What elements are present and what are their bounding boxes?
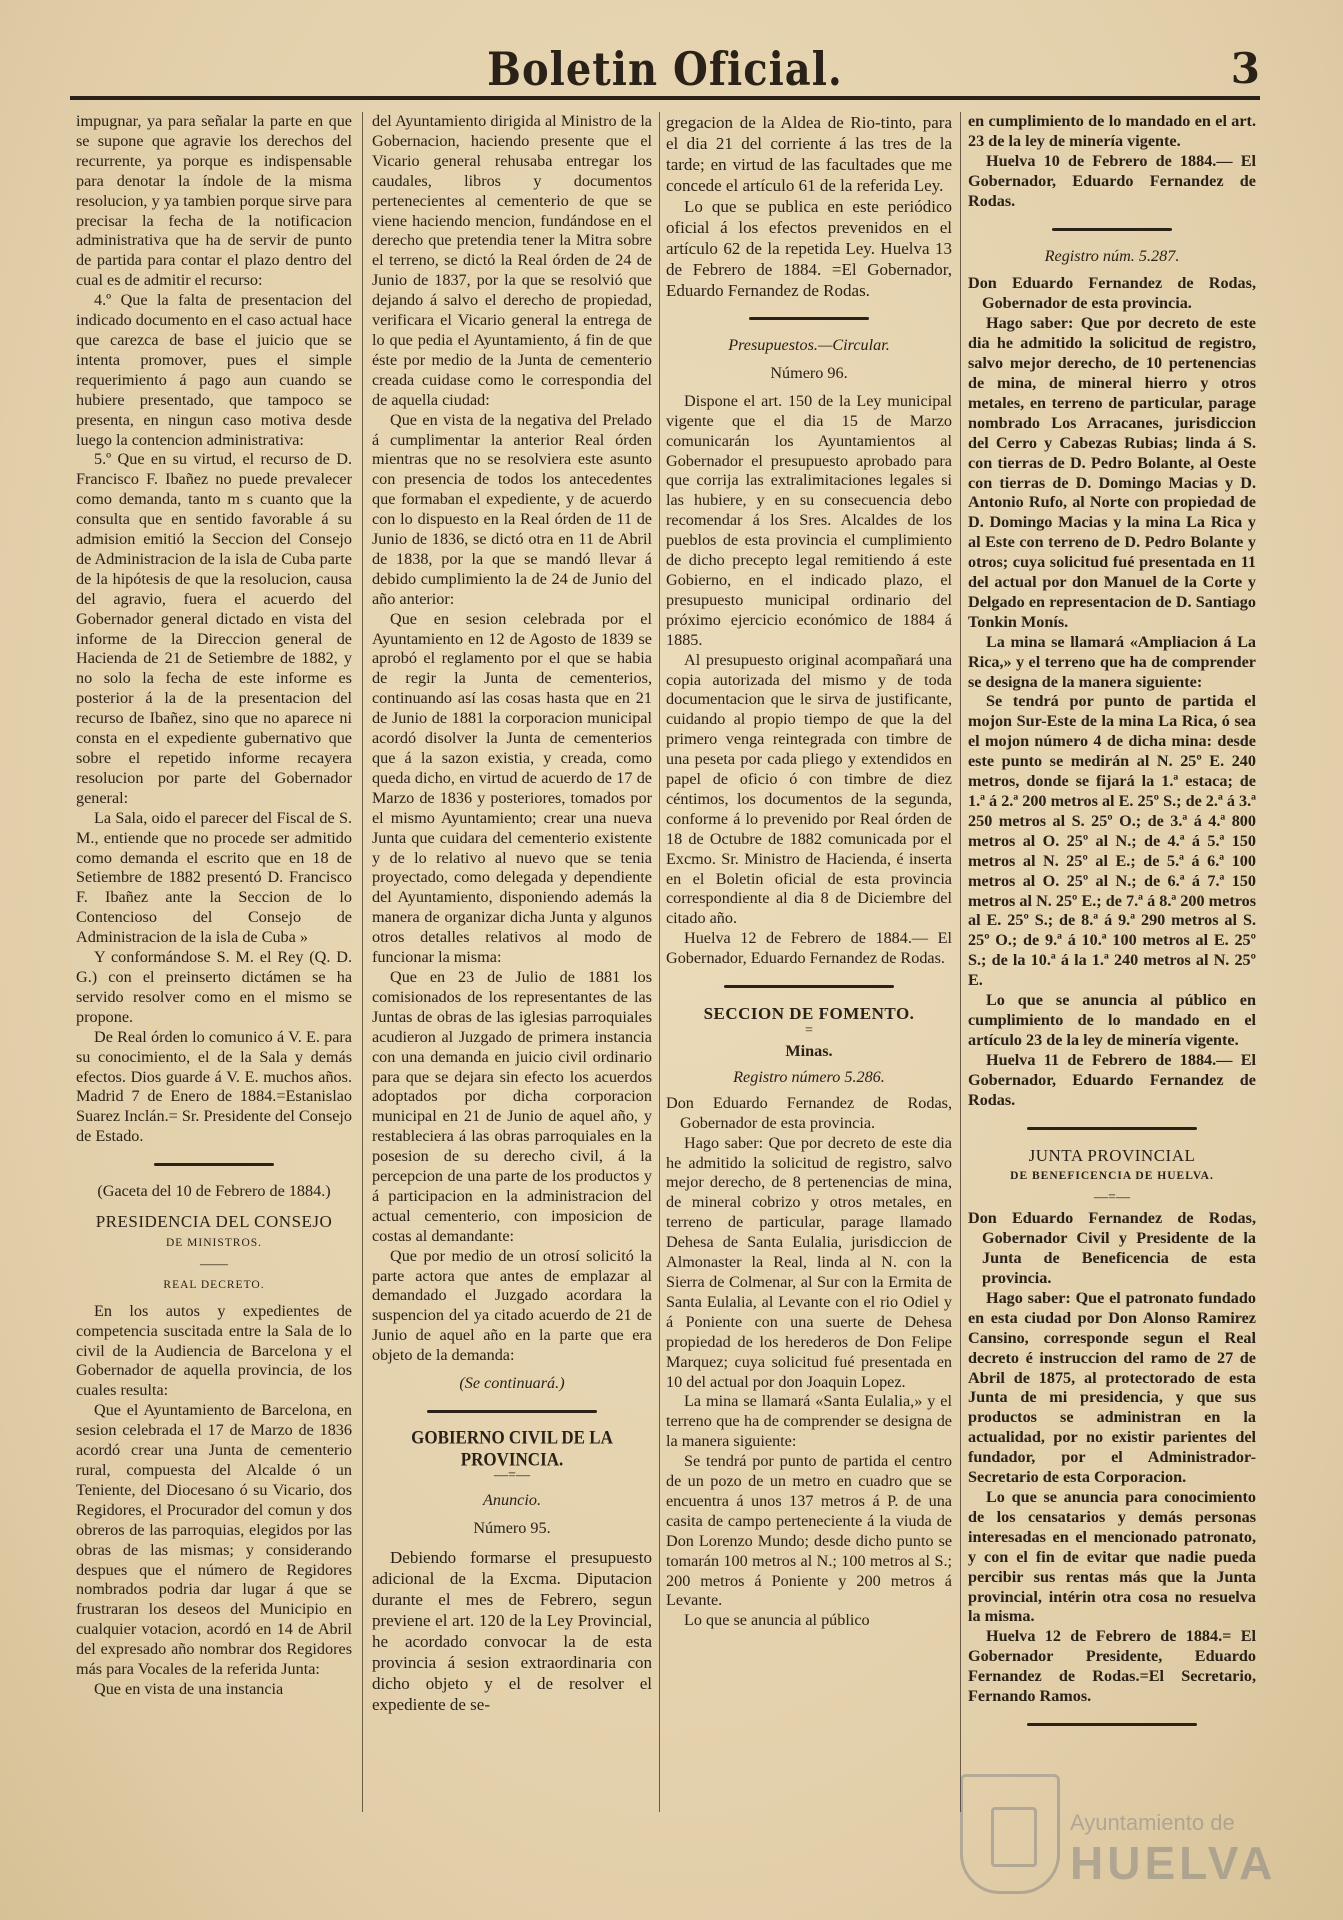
section-rule <box>1027 1127 1197 1130</box>
notice-number: Número 95. <box>473 1518 551 1537</box>
archive-watermark <box>960 1770 1277 1900</box>
paragraph: del Ayuntamiento dirigida al Ministro de la Gobernacion, haciendo presente que el Vicario general rehusaba entregar los caudales, libros y documentos pertenecientes al cementerio de que se viene haciendo mencion, fundándose en el derecho que pretendia tener la Mitra sobre el terreno, se dictó la Real órden de 24 de Junio de 1837, por la que se resolvió que dejando á salvo el derecho de propiedad, verificara el Vicario general la entrega de lo que pedia el Ayuntamiento, á fin de que éste por medio de la Junta de cementerio creada cuidase como le correspondia del de aquella ciudad: <box>372 112 652 409</box>
paragraph: Huelva 10 de Febrero de 1884.— El Gobernador, Eduardo Fernandez de Rodas. <box>968 151 1256 210</box>
junta-header: Don Eduardo Fernandez de Rodas, Gobernador Civil y Presidente de la Junta de Beneficencia de esta provincia. <box>968 1209 1256 1288</box>
page-number: 3 <box>1230 44 1260 93</box>
column-divider <box>659 112 660 1812</box>
paragraph: Y conformándose S. M. el Rey (Q. D. G.) con el preinserto dictámen se ha servido resolver como en el mismo se propone. <box>76 948 352 1026</box>
continuation-note: (Se continuará.) <box>459 1374 565 1393</box>
paragraph: Lo que se anuncia al público en cumplimiento de lo mandado en el artículo 23 de la ley de minería vigente. <box>968 991 1256 1049</box>
section-title: JUNTA PROVINCIAL <box>1028 1145 1196 1165</box>
paragraph: Huelva 12 de Febrero de 1884.— El Gobernador, Eduardo Fernandez de Rodas. <box>666 929 952 968</box>
watermark-line-1: Ayuntamiento de <box>1070 1810 1235 1835</box>
section-rule <box>1027 1723 1197 1726</box>
paragraph: La Sala, oido el parecer del Fiscal de S. M., entiende que no procede ser admitido como demanda el escrito que en 18 de Setiembre de 1882 presentó D. Francisco F. Ibañez ante la Seccion de lo Contencioso del Consejo de Administracion de la isla de Cuba » <box>76 808 352 947</box>
paragraph: impugnar, ya para señalar la parte en que se supone que agravie los derechos del recurrente, ya porque es indispensable para denotar la índole de la misma resolucion, y ya tambien porque sirve para precisar la fecha de la notificacion administrativa que ha de servir de punto de partida para contar el plazo dentro del cual es de admitir el recurso: <box>76 112 352 290</box>
registry-number: Registro núm. 5.287. <box>1044 246 1180 265</box>
section-rule <box>724 985 894 988</box>
paragraph: gregacion de la Aldea de Rio-tinto, para el dia 21 del corriente á las tres de la tarde; en virtud de las facultades que me concede el artículo 61 de la referida Ley. <box>666 113 952 195</box>
paragraph: Que por medio de un otrosí solicitó la parte actora que antes de emplazar al demandado el Juzgado acordara la suspencion del ya citado acuerdo de 21 de Junio de aquel año en la parte que era objeto de la demanda: <box>372 1246 652 1365</box>
registry-header: Don Eduardo Fernandez de Rodas, Gobernador de esta provincia. <box>968 274 1256 313</box>
paragraph: La mina se llamará «Santa Eulalia,» y el terreno que ha de comprender se designa de la manera siguiente: <box>666 1392 952 1451</box>
paragraph: Que en 23 de Julio de 1881 los comisionados de los representantes de las Juntas de obras de las iglesias parroquiales acudieron al Juzgado de primera instancia con una demanda en juicio civil ordinario para que se dejara sin efecto los acuerdos adoptados por dicha corporacion municipal en 21 de Junio de aquel año, y restableciera á las obras parroquiales en la posesion de su derecho civil, á la percepcion de una parte de los productos y á participacion en la administracion del actual cementerio, con imposicion de costas al demandante: <box>372 967 652 1245</box>
header-rule <box>70 96 1260 100</box>
coat-of-arms-icon <box>960 1774 1060 1894</box>
section-rule <box>749 317 869 320</box>
paragraph: Hago saber: Que por decreto de este dia he admitido la solicitud de registro, salvo mejor derecho, de 10 pertenencias de mina, de mineral hierro y otros metales, en terreno de particular, parage nombrado Los Arracanes, jurisdiccion del Cerro y Cabezas Rubias; linda á S. con tierras de D. Pedro Bolante, al Oeste con tierras de D. Domingo Macias y D. Antonio Rufo, al Norte con propiedad de D. Domingo Macias y la mina La Rica y al Este con terreno de D. Pedro Bolante y otros; cuya solicitud fué presentada en 11 del actual por don Manuel de la Corte y Delgado en representacion de D. Santiago Tonkin Monís. <box>968 314 1256 631</box>
ornament-divider: = <box>805 1023 813 1038</box>
section-subtitle: DE BENEFICENCIA DE HUELVA. <box>1010 1170 1214 1183</box>
section-title: PRESIDENCIA DEL CONSEJO <box>95 1212 333 1232</box>
section-title: SECCION DE FOMENTO. <box>703 1004 915 1024</box>
watermark-line-2: HUELVA <box>1070 1837 1277 1889</box>
decree-title: REAL DECRETO. <box>163 1278 265 1291</box>
paragraph: La mina se llamará «Ampliacion á La Rica,» y el terreno que ha de comprender se designa de la manera siguiente: <box>968 632 1256 691</box>
ornament-divider: —— <box>200 1256 228 1272</box>
newspaper-title: Boletin Oficial. <box>487 42 843 97</box>
paragraph: Hago saber: Que por decreto de este dia he admitido la solicitud de registro, salvo mejor derecho, de 8 pertenencias de mina, de mineral cobrizo y otros metales, en terreno de particular, parage llamado Dehesa de Santa Eulalia, jurisdiccion de Almonaster la Real, linda al N. con la Sierra de Colmenar, al Sur con la Ermita de Santa Eulalia, al Levante con el rio Odiel y á Poniente con una suerte de Dehesa propiedad de los herederos de Don Felipe Marquez; cuya solicitud fué presentada en 10 del actual por don Joaquin Lopez. <box>666 1133 952 1391</box>
paragraph: 5.º Que en su virtud, el recurso de D. Francisco F. Ibañez no puede prevalecer como demanda, tanto m s cuanto que la consulta que en sentido favorable á su admision emitió la Seccion del Consejo de Administracion de la isla de Cuba parte de la hipótesis de que la resolucion, causa del agravio, fuera el acuerdo del Gobernador general dictado en vista del informe de la Direccion general de Hacienda de 21 de Setiembre de 1882, y no solo la fecha de este informe es posterior á la de la presentacion del recurso de Ibañez, sino que no aparece ni consta en el expediente gubernativo que sobre el repetido informe recayera resolucion por parte del Gobernador general: <box>76 450 352 807</box>
paragraph: Que en vista de la negativa del Prelado á cumplimentar la anterior Real órden mientras que no se resolviera este asunto con presencia de todos los antecedentes que formaban el expediente, y de acuerdo con lo dispuesto en la Real órden de 11 de Junio de 1836, se dictó otra en 11 de Abril de 1838, por la que se mandó llevar á debido cumplimiento la de 24 de Junio del año anterior: <box>372 410 652 608</box>
section-rule <box>427 1410 597 1413</box>
masthead <box>70 42 1260 97</box>
paragraph: en cumplimiento de lo mandado en el art. 23 de la ley de minería vigente. <box>968 112 1256 150</box>
section-rule <box>154 1163 274 1166</box>
paragraph: Se tendrá por punto de partida el centro de un pozo de un metro en cuadro que se encuentra á unos 137 metros á P. de una casita de campo perteneciente á la viuda de Don Lorenzo Mundo; desde dicho punto se tomarán 100 metros al N.; 100 metros al S.; 200 metros á Poniente y 200 metros á Levante. <box>666 1452 952 1610</box>
section-subtitle: DE MINISTROS. <box>165 1236 263 1249</box>
notice-title: Anuncio. <box>483 1490 541 1509</box>
paragraph: Que en vista de una instancia <box>94 1679 284 1698</box>
ornament-divider: —=— <box>1094 1190 1130 1206</box>
column-divider <box>362 112 363 1812</box>
section-rule <box>1052 228 1172 231</box>
paragraph: Huelva 11 de Febrero de 1884.— El Gobernador, Eduardo Fernandez de Rodas. <box>968 1050 1256 1109</box>
paragraph: En los autos y expedientes de competencia suscitada entre la Sala de lo civil de la Audiencia de Barcelona y el Gobernador de aquella provincia, de los cuales resulta: <box>76 1301 352 1400</box>
paragraph: 4.º Que la falta de presentacion del indicado documento en el caso actual hace que carezca de base el juicio que se intenta promover, pues el simple requerimiento á pago aun cuando se hubiere presentado, que tampoco se presenta, en ningun caso motiva desde luego la contencion administrativa: <box>76 291 352 449</box>
paragraph: Debiendo formarse el presupuesto adicional de la Excma. Diputacion durante el mes de Febrero, segun previene el art. 120 de la Ley Provincial, he acordado convocar la de esta provincia á sesion extraordinaria con dicho objeto y el de resolver el expediente de se- <box>372 1547 652 1714</box>
section-title: GOBIERNO CIVIL DE LA PROVINCIA. <box>411 1427 613 1470</box>
ornament-divider: —=— <box>494 1467 530 1483</box>
column-3 <box>666 112 952 1892</box>
column-1 <box>76 112 352 1892</box>
paragraph: Al presupuesto original acompañará una copia autorizada del mismo y de toda documentacion que le sirva de justificante, cuidando al propio tiempo de que la del primero venga reintegrada con timbre de una peseta por cada pliego y extendidos en papel de oficio ó con timbre de diez céntimos, los documentos de la segunda, conforme á lo prevenido por Real órden de 18 de Octubre de 1882 comunicada por el Excmo. Sr. Ministro de Hacienda, é inserta en el Boletin oficial de esta provincia correspondiente al dia 8 de Diciembre del citado año. <box>666 650 952 928</box>
paragraph: Hago saber: Que el patronato fundado en esta ciudad por Don Alonso Ramirez Cansino, corresponde segun el Real decreto é instruccion del ramo de 27 de Abril de 1875, al protectorado de esta Junta de mi presidencia, y que sus productos se administran en la actualidad, por no existir parientes del fundador, por el Administrador-Secretario de esta Corporacion. <box>968 1288 1256 1487</box>
registry-header: Don Eduardo Fernandez de Rodas, Gobernador de esta provincia. <box>666 1093 952 1132</box>
column-2 <box>372 112 652 1892</box>
paragraph: Se tendrá por punto de partida el mojon Sur-Este de la mina La Rica, ó sea el mojon número 4 de dicha mina: desde este punto se medirán al N. 25º E. 240 metros, donde se fijará la 1.ª estaca; de 1.ª á 2.ª 200 metros al E. 25º S.; de 2.ª á 3.ª 250 metros al S. 25º O.; de 3.ª á 4.ª 800 metros al O. 25º al N.; de 4.ª á 5.ª 150 metros al N. 25º al E.; de 5.ª á 6.ª 100 metros al O. 25º al N.; de 6.ª á 7.ª 150 metros al N. 25º E.; de 7.ª á 8.ª 200 metros al E. 25º S.; de 8.ª á 9.ª 290 metros al S. 25º O.; de 9.ª á 10.ª 100 metros al E. 25º S.; de la 10.ª á la 1.ª 240 metros al N. 25º E. <box>968 692 1256 990</box>
paragraph: Lo que se anuncia para conocimiento de los censatarios y demás personas interesadas en el mencionado patronato, y con el fin de evitar que nadie pueda percibir sus rentas más que la Junta provincial, intérin otra cosa no resuelva la misma. <box>968 1488 1256 1626</box>
subsection-title: Minas. <box>785 1042 833 1060</box>
column-divider <box>960 112 961 1812</box>
circular-title: Presupuestos.—Circular. <box>728 336 890 354</box>
column-4 <box>968 112 1256 1892</box>
registry-number: Registro número 5.286. <box>733 1067 885 1086</box>
paragraph: Que el Ayuntamiento de Barcelona, en sesion celebrada el 17 de Marzo de 1836 acordó crear una Junta de cementerio rural, compuesta del Alcalde ó un Teniente, del Diocesano ó su Vicario, dos Regidores, el Procurador del comun y dos obreros de las parroquias, elegidos por las obras de las mismas; y considerando despues que el número de Regidores nombrados podria dar lugar á que se frustraran los deseos del Municipio en cualquier votacion, acordó en 14 de Abril del expresado año nombrar dos Regidores más para Vocales de la referida Junta: <box>76 1401 352 1679</box>
paragraph: Lo que se publica en este periódico oficial á los efectos prevenidos en el artículo 62 de la repetida Ley. Huelva 13 de Febrero de 1884. =El Gobernador, Eduardo Fernandez de Rodas. <box>666 197 952 300</box>
paragraph: De Real órden lo comunico á V. E. para su conocimiento, el de la Sala y demás efectos. Dios guarde á V. E. muchos años. Madrid 7 de Enero de 1884.=Estanislao Suarez Inclán.= Sr. Presidente del Consejo de Estado. <box>76 1027 352 1146</box>
gaceta-reference: (Gaceta del 10 de Febrero de 1884.) <box>97 1182 331 1201</box>
paragraph: Lo que se anuncia al público <box>684 1611 870 1630</box>
paragraph: Que en sesion celebrada por el Ayuntamiento en 12 de Agosto de 1839 se aprobó el reglamento por el que se habia de regir la Junta de cementerios, continuando así las cosas hasta que en 21 de Junio de 1881 la corporacion municipal acordó disolver la Junta de cementerios que á la sazon existia, y creada, como queda dicho, en virtud de acuerdo de 17 de Marzo de 1836 y posteriores, tomados por el mismo Ayuntamiento; crear una nueva Junta que cuidara del cementerio existente y de lo relativo al nuevo que se tenia proyectado, como delegada y dependiente del Ayuntamiento, disponiendo además la manera de organizar dicha Junta y algunos otros detalles relativos al modo de funcionar la misma: <box>372 609 652 967</box>
paragraph: Huelva 12 de Febrero de 1884.= El Gobernador Presidente, Eduardo Fernandez de Rodas.=El Secretario, Fernando Ramos. <box>968 1627 1256 1706</box>
circular-number: Número 96. <box>770 363 848 382</box>
paragraph: Dispone el art. 150 de la Ley municipal vigente que el dia 15 de Marzo comunicarán los Ayuntamientos al Gobernador el presupuesto aprobado para que corrija las extralimitaciones legales si las hubiere, y en su consecuencia debo recomendar á los Sres. Alcaldes de los pueblos de esta provincia el cumplimiento de dicho precepto legal remitiendo á este Gobierno, en el indicado plazo, el presupuesto municipal ordinario del próximo ejercicio económico de 1884 á 1885. <box>666 391 952 649</box>
